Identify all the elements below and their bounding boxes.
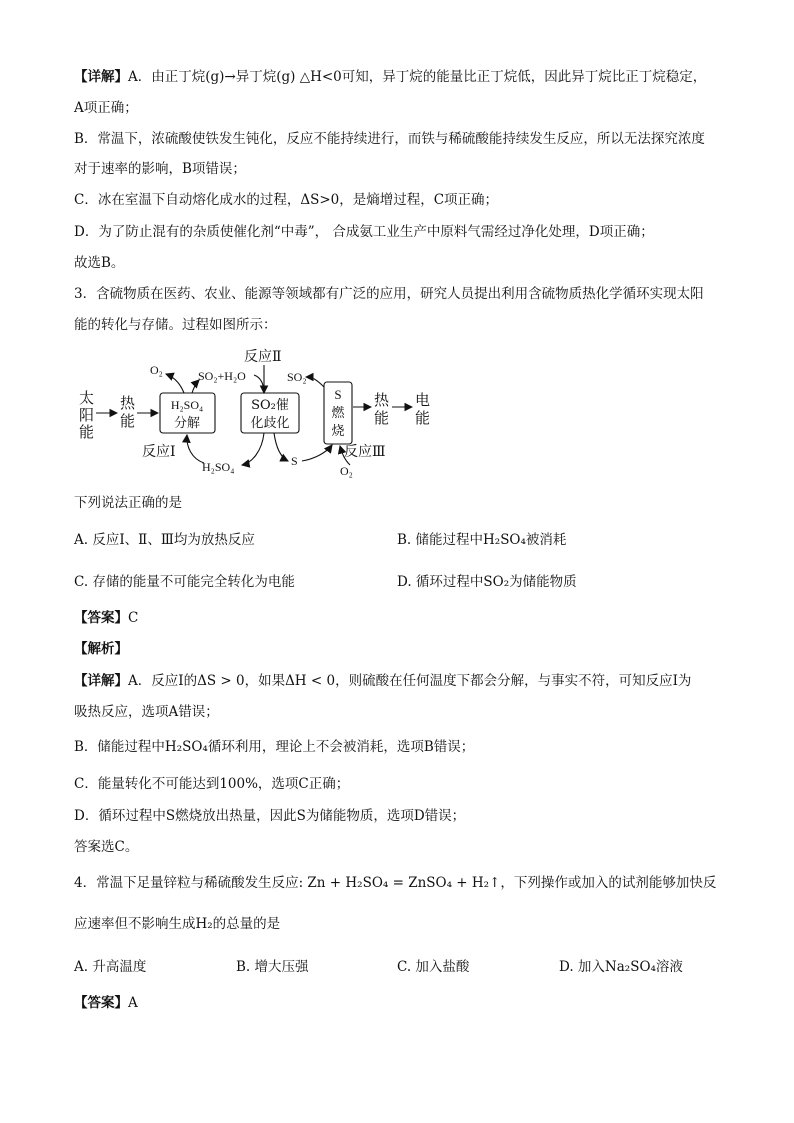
q2-detail-line-7: 故选B。 (74, 255, 125, 271)
q4-option-b: B. 增大压强 (236, 959, 309, 975)
q3-question: 下列说法正确的是 (74, 495, 182, 511)
q2-detail-line-5: C．冰在室温下自动熔化成水的过程，ΔS>0，是熵增过程，C项正确； (74, 192, 499, 208)
q2-detail-line-1 (74, 67, 706, 87)
q3-option-a: A. 反应Ⅰ、Ⅱ、Ⅲ均为放热反应 (74, 532, 255, 548)
q3-answer-value: C (128, 610, 139, 626)
solar-char-1: 太 (79, 389, 95, 407)
electric-char-1: 电 (415, 391, 431, 409)
reaction-3-label: 反应Ⅲ (344, 444, 386, 460)
box1-line-1: H₂SO₄ (170, 398, 204, 412)
q2-detail-line-6: D．为了防止混有的杂质使催化剂“中毒”， 合成氨工业生产中原料气需经过净化处理，D项正确； (74, 224, 654, 240)
q3-stem-line-1: 3．含硫物质在医药、农业、能源等领域都有广泛的应用，研究人员提出利用含硫物质热化学循环实现太阳 (74, 286, 704, 302)
q3-detail-line-6: 答案选C。 (74, 839, 139, 855)
q2-detail-text-1: A．由正丁烷(g)→异丁烷(g) △H<0可知，异丁烷的能量比正丁烷低，因此异丁烷比正丁烷稳定， (128, 69, 707, 85)
q4-option-a: A. 升高温度 (74, 959, 147, 975)
q2-detail-line-4: 对于速率的影响，B项错误； (74, 161, 246, 177)
q4-answer-tag: 【答案】 (74, 995, 128, 1011)
heat-right-char-2: 能 (374, 409, 390, 427)
reaction-1-label: 反应Ⅰ (142, 444, 176, 460)
q3-answer (74, 608, 138, 628)
q3-option-d: D. 循环过程中SO₂为储能物质 (397, 574, 577, 590)
heat-left-char-1: 热 (120, 394, 136, 412)
solar-char-3: 能 (79, 423, 95, 441)
answer-tag: 【答案】 (74, 610, 128, 626)
so2-top-label: SO₂ (287, 370, 307, 384)
box3-line-2: 燃 (331, 406, 345, 421)
arrow-box1-to-so2h2o (192, 380, 199, 393)
heat-right-char-1: 热 (374, 391, 390, 409)
detail-tag: 【详解】 (74, 69, 128, 85)
q4-option-d: D. 加入Na₂SO₄溶液 (559, 959, 683, 975)
q4-stem-line-1: 4．常温下足量锌粒与稀硫酸发生反应: Zn + H₂SO₄ = ZnSO₄ + H₂↑，下列操作或加入的试剂能够加快反 (74, 875, 717, 891)
q2-detail-line-3: B．常温下，浓硫酸使铁发生钝化，反应不能持续进行，而铁与稀硫酸能持续发生反应，所以无法探究浓度 (74, 131, 705, 147)
heat-left-char-2: 能 (120, 412, 136, 430)
o2-top-label: O₂ (150, 363, 163, 377)
q4-stem-line-2: 应速率但不影响生成H₂的总量的是 (74, 916, 281, 932)
q3-detail-line-3: B．储能过程中H₂SO₄循环利用，理论上不会被消耗，选项B错误； (74, 739, 475, 755)
box3-line-1: S (334, 387, 342, 402)
s-bottom-label: S (291, 454, 298, 468)
arrow-h2so4-to-box1 (187, 435, 204, 463)
q3-analysis-heading (74, 639, 128, 659)
q4-answer (74, 993, 138, 1013)
q3-detail-tag: 【详解】 (74, 673, 128, 689)
box2-line-2: 化歧化 (250, 416, 290, 431)
q3-detail-text-1: A．反应Ⅰ的ΔS > 0，如果ΔH < 0，则硫酸在任何温度下都会分解，与事实不符，可知反应Ⅰ为 (128, 673, 692, 689)
arrow-box2-to-h2so4 (242, 433, 264, 465)
electric-char-2: 能 (415, 409, 431, 427)
arrow-box1-to-o2 (166, 374, 184, 393)
arrow-box2-to-s (274, 433, 288, 461)
box1-line-2: 分解 (173, 416, 201, 431)
q4-option-c: C. 加入盐酸 (397, 959, 470, 975)
so2-h2o-label: SO₂+H₂O (198, 369, 246, 383)
h2so4-bottom-label: H₂SO₄ (202, 460, 235, 474)
q3-detail-line-2: 吸热反应，选项A错误； (74, 704, 219, 720)
arrow-s-to-box3 (302, 445, 332, 461)
analysis-tag: 【解析】 (74, 641, 128, 657)
q3-option-b: B. 储能过程中H₂SO₄被消耗 (397, 532, 567, 548)
q3-detail-line-5: D．循环过程中S燃烧放出热量，因此S为储能物质，选项D错误； (74, 808, 466, 824)
box3-line-3: 烧 (331, 424, 345, 439)
q3-option-c: C. 存储的能量不可能完全转化为电能 (74, 574, 295, 590)
solar-char-2: 阳 (79, 406, 95, 424)
o2-bottom-label: O₂ (340, 464, 353, 478)
q3-detail-line-1 (74, 671, 691, 691)
q2-detail-line-2: A项正确； (74, 100, 138, 116)
reaction-2-label: 反应Ⅱ (244, 349, 282, 365)
q4-answer-value: A (128, 995, 138, 1011)
arrow-box3-to-so2 (306, 377, 324, 387)
sulfur-cycle-diagram (74, 347, 454, 483)
q3-stem-line-2: 能的转化与存储。过程如图所示： (74, 317, 277, 333)
arrow-so2h2o-to-box2 (254, 375, 264, 393)
q3-detail-line-4: C．能量转化不可能达到100%，选项C正确； (74, 776, 350, 792)
box2-line-1: SO₂催 (251, 398, 289, 413)
